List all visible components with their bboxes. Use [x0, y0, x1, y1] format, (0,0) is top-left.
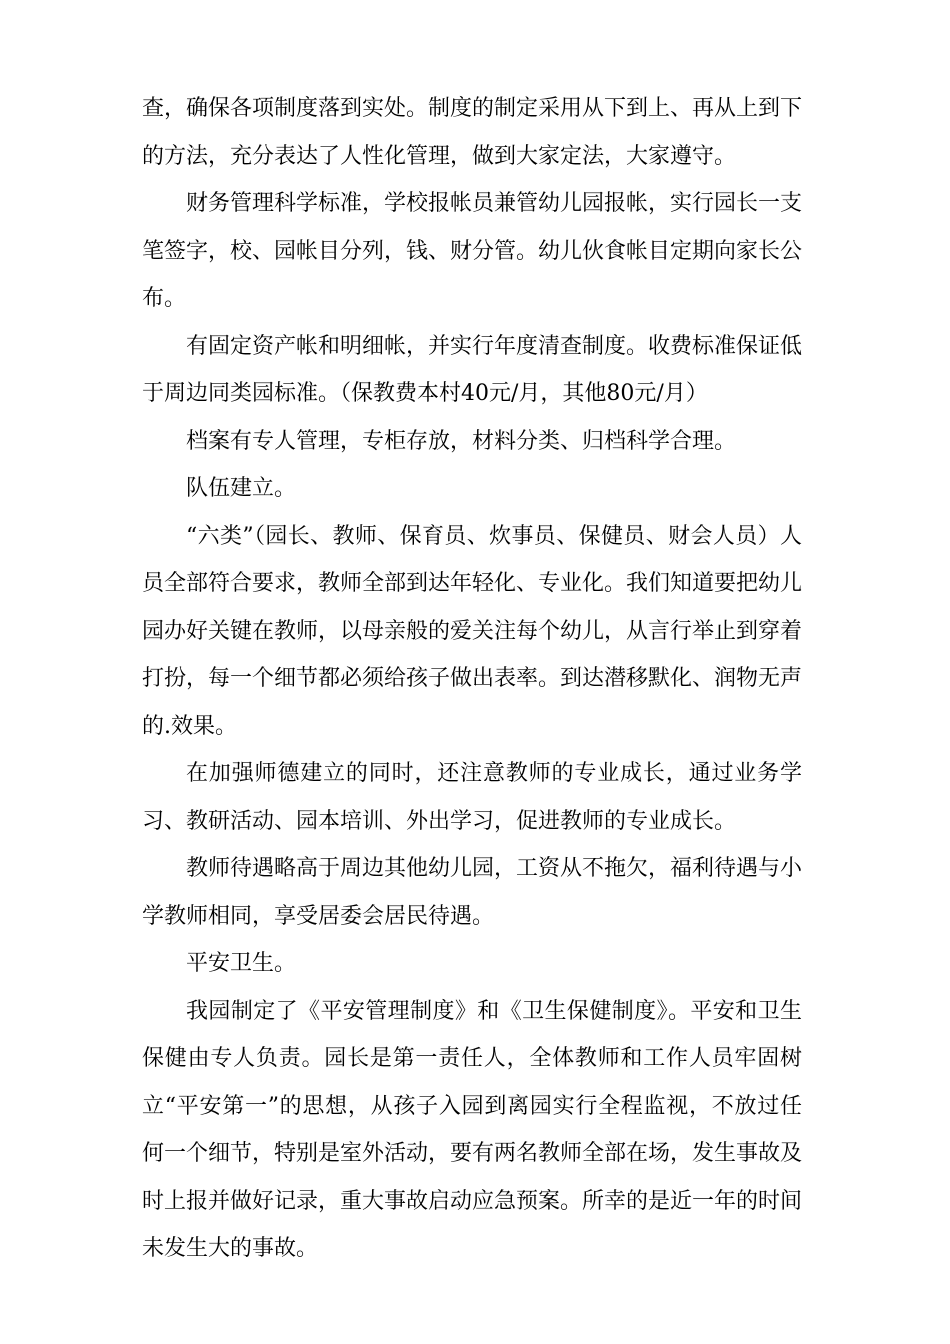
- paragraph: 在加强师德建立的同时，还注意教师的专业成长，通过业务学习、教研活动、园本培训、外出学习，促进教师的专业成长。: [142, 761, 802, 834]
- paragraph: 我园制定了《平安管理制度》和《卫生保健制度》。平安和卫生保健由专人负责。园长是第一责任人，全体教师和工作人员牢固树立“平安第一”的思想，从孩子入园到离园实行全程监视，不放过任何一个细节，特别是室外活动，要有两名教师全部在场，发生事故及时上报并做好记录，重大事故启动应急预案。所幸的是近一年的时间未发生大的事故。: [142, 998, 803, 1261]
- paragraph: “六类”（园长、教师、保育员、炊事员、保健员、财会人员）人员全部符合要求，教师全部到达年轻化、专业化。我们知道要把幼儿园办好关键在教师，以母亲般的爱关注每个幼儿，从言行举止到穿着打扮，每一个细节都必须给孩子做出表率。到达潜移默化、润物无声的.效果。: [142, 523, 803, 739]
- section-heading: 平安卫生。: [186, 951, 297, 976]
- paragraph: 有固定资产帐和明细帐，并实行年度清查制度。收费标准保证低于周边同类园标准。（保教费本村40元/月，其他80元/月）: [142, 333, 803, 406]
- paragraph: 查，确保各项制度落到实处。制度的制定采用从下到上、再从上到下的方法，充分表达了人性化管理，做到大家定法，大家遵守。: [142, 96, 803, 169]
- document-body: [142, 85, 802, 1273]
- paragraph: 档案有专人管理，专柜存放，材料分类、归档科学合理。: [186, 428, 737, 454]
- section-heading: 队伍建立。: [186, 476, 297, 501]
- paragraph: 财务管理科学标准，学校报帐员兼管幼儿园报帐，实行园长一支笔签字，校、园帐目分列，钱、财分管。幼儿伙食帐目定期向家长公布。: [142, 191, 803, 311]
- paragraph: 教师待遇略高于周边其他幼儿园，工资从不拖欠，福利待遇与小学教师相同，享受居委会居民待遇。: [142, 856, 803, 929]
